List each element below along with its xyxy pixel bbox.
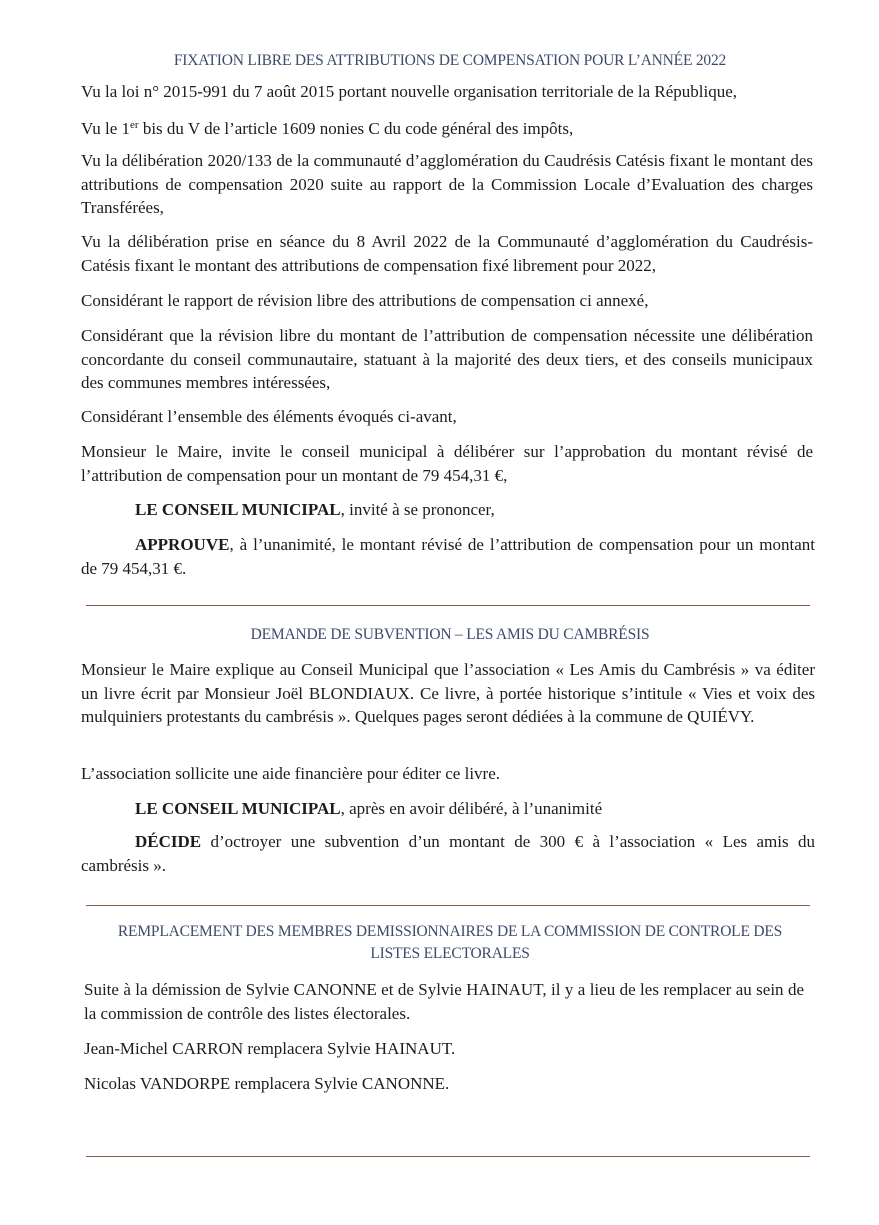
section-divider xyxy=(86,605,810,606)
paragraph-text: bis du V de l’article 1609 nonies C du code général des impôts, xyxy=(138,119,574,138)
paragraph xyxy=(81,830,815,877)
paragraph xyxy=(81,117,813,141)
section-divider xyxy=(86,905,810,906)
council-label: LE CONSEIL MUNICIPAL xyxy=(135,500,341,519)
paragraph: Vu la délibération prise en séance du 8 Avril 2022 de la Communauté d’agglomération du Caudrésis-Catésis fixant le montant des attributions de compensation fixé librement pour 2022, xyxy=(81,232,813,275)
paragraph xyxy=(135,797,815,821)
decision-label: DÉCIDE xyxy=(135,832,202,851)
paragraph: Vu la délibération 2020/133 de la communauté d’agglomération du Caudrésis Catésis fixant le montant des attributions de compensation 2020 suite au rapport de la Commission Locale d’Evaluation des charges Transférées, xyxy=(81,151,813,217)
decision-label: APPROUVE xyxy=(135,535,230,554)
section-title-electoral xyxy=(80,921,820,965)
paragraph xyxy=(135,498,815,522)
paragraph: Monsieur le Maire, invite le conseil municipal à délibérer sur l’approbation du montant révisé de l’attribution de compensation pour un montant de 79 454,31 €, xyxy=(81,442,813,485)
superscript: er xyxy=(130,119,139,131)
section-title-line: LISTES ELECTORALES xyxy=(370,945,530,962)
section-title-compensation: FIXATION LIBRE DES ATTRIBUTIONS DE COMPENSATION POUR L’ANNÉE 2022 xyxy=(173,52,727,69)
paragraph: Nicolas VANDORPE remplacera Sylvie CANONNE. xyxy=(84,1074,450,1093)
paragraph: Monsieur le Maire explique au Conseil Municipal que l’association « Les Amis du Cambrésis » va éditer un livre écrit par Monsieur Joël BLONDIAUX. Ce livre, à portée historique s’intitule « Vies et voix des mulquiniers protestants du cambrésis ». Quelques pages seront dédiées à la commune de QUIÉVY. xyxy=(81,660,815,726)
paragraph: Jean-Michel CARRON remplacera Sylvie HAINAUT. xyxy=(84,1039,456,1058)
section-divider xyxy=(86,1156,810,1157)
section-title-subvention: DEMANDE DE SUBVENTION – LES AMIS DU CAMBRÉSIS xyxy=(250,626,650,643)
paragraph-text: , après en avoir délibéré, à l’unanimité xyxy=(340,799,603,818)
section-title-line: REMPLACEMENT DES MEMBRES DEMISSIONNAIRES DE LA COMMISSION DE CONTROLE DES xyxy=(117,923,783,940)
paragraph-text: , invité à se prononcer, xyxy=(340,500,495,519)
paragraph: Considérant que la révision libre du montant de l’attribution de compensation nécessite une délibération concordante du conseil communautaire, statuant à la majorité des deux tiers, et des conseils municipaux des communes membres intéressées, xyxy=(81,326,813,392)
paragraph: Vu la loi n° 2015-991 du 7 août 2015 portant nouvelle organisation territoriale de la République, xyxy=(81,82,738,101)
council-label: LE CONSEIL MUNICIPAL xyxy=(135,799,341,818)
paragraph: Considérant l’ensemble des éléments évoqués ci-avant, xyxy=(81,407,457,426)
paragraph-text: Vu le 1 xyxy=(81,119,131,138)
paragraph-text: , à l’unanimité, le montant révisé de l’attribution de compensation pour un montant de 79 454,31 €. xyxy=(81,535,815,578)
paragraph: Suite à la démission de Sylvie CANONNE et de Sylvie HAINAUT, il y a lieu de les remplacer au sein de la commission de contrôle des listes électorales. xyxy=(84,980,804,1023)
paragraph xyxy=(81,533,815,580)
paragraph-text: d’octroyer une subvention d’un montant de 300 € à l’association « Les amis du cambrésis ». xyxy=(81,832,815,875)
paragraph: Considérant le rapport de révision libre des attributions de compensation ci annexé, xyxy=(81,291,649,310)
paragraph: L’association sollicite une aide financière pour éditer ce livre. xyxy=(81,764,501,783)
